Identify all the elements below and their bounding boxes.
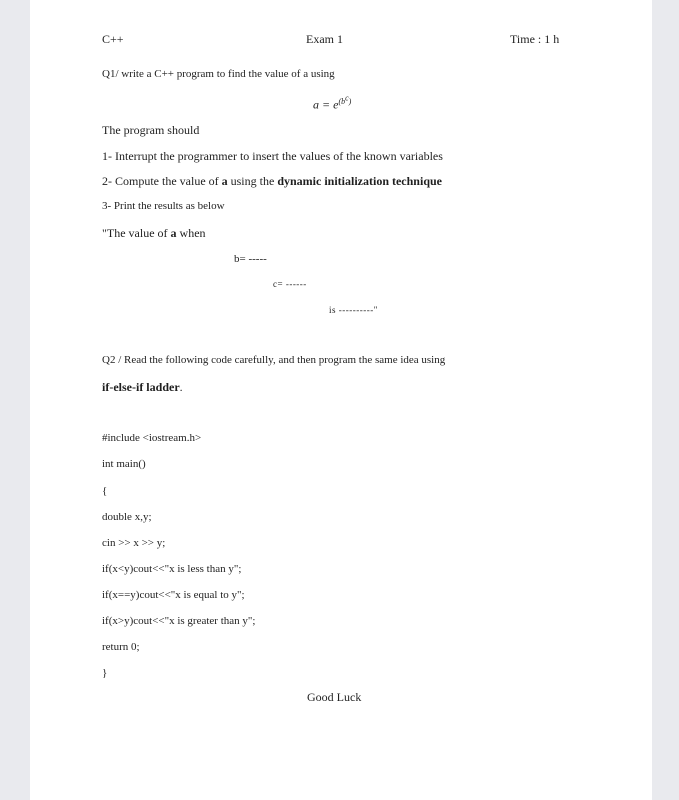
q2-prompt: Q2 / Read the following code carefully, and then program the same idea using — [102, 354, 446, 366]
code-line: double x,y; — [102, 511, 152, 523]
q1-output-line: "The value of a when — [102, 226, 206, 240]
code-line: if(x<y)cout<<"x is less than y"; — [102, 563, 242, 575]
code-line: } — [102, 667, 108, 679]
exam-page — [30, 0, 652, 800]
exam-title: Exam 1 — [306, 32, 343, 46]
time-label: Time : 1 h — [510, 32, 560, 46]
q1-should: The program should — [102, 123, 200, 137]
q1-item-2: 2- Compute the value of a using the dynamic initialization technique — [102, 174, 442, 188]
code-line: { — [102, 485, 108, 497]
q1-prompt: Q1/ write a C++ program to find the value of a using — [102, 68, 335, 80]
q1-item-1: 1- Interrupt the programmer to insert the values of the known variables — [102, 149, 443, 163]
q1-line-is: is ----------" — [329, 305, 378, 315]
q1-item-3: 3- Print the results as below — [102, 200, 225, 212]
q2-technique: if-else-if ladder. — [102, 380, 183, 394]
code-line: if(x==y)cout<<"x is equal to y"; — [102, 589, 245, 601]
code-line: return 0; — [102, 641, 140, 653]
q1-formula: $a = e^{(b^c)}$ — [313, 93, 352, 112]
code-line: #include <iostream.h> — [102, 432, 202, 444]
course-label: C++ — [102, 32, 124, 46]
code-line: cin >> x >> y; — [102, 537, 166, 549]
footer-good-luck: Good Luck — [307, 690, 362, 704]
q1-line-c: c= ------ — [273, 279, 307, 289]
q1-line-b: b= ----- — [234, 253, 267, 265]
code-line: int main() — [102, 458, 146, 470]
code-line: if(x>y)cout<<"x is greater than y"; — [102, 615, 256, 627]
